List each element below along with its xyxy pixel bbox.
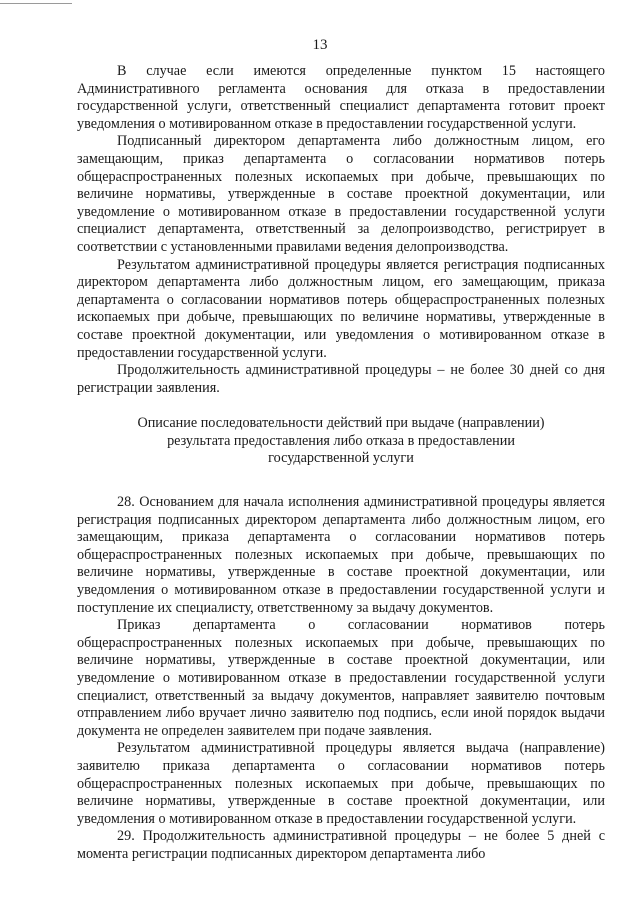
paragraph-item-29: 29. Продолжительность административной процедуры – не более 5 дней с момента регистрации подписанных директором департамента либо <box>77 828 605 862</box>
document-body <box>77 63 605 864</box>
paragraph-delivery: Приказ департамента о согласовании нормативов потерь общераспространенных полезных ископаемых при добыче, превышающих по величине нормативы, утвержденные в составе проектной документации, или уведомление о мотивированном отказе в предоставлении государственной услуги специалист, ответственный за выдачу документов, направляет заявителю почтовым отправлением либо вручает лично заявителю под подпись, если иной порядок выдачи документа не определен заявителем при подаче заявления. <box>77 617 605 739</box>
paragraph-procedure-result: Результатом административной процедуры является регистрация подписанных директором департамента либо должностным лицом, его замещающим, приказа департамента о согласовании нормативов потерь общераспространенных полезных ископаемых при добыче, превышающих по величине нормативы, утвержденные в составе проектной документации, или уведомления о мотивированном отказе в предоставлении государственной услуги. <box>77 256 605 361</box>
paragraph-registration: Подписанный директором департамента либо должностным лицом, его замещающим, приказ департамента о согласовании нормативов потерь общераспространенных полезных ископаемых при добыче, превышающих по величине нормативы, утвержденные в составе проектной документации, или уведомление о мотивированном отказе в предоставлении государственной услуги специалист департамента, ответственный за делопроизводство, регистрирует в соответствии с установленными правилами ведения делопроизводства. <box>77 133 605 255</box>
spacer <box>77 468 605 494</box>
paragraph-delivery-result: Результатом административной процедуры является выдача (направление) заявителю приказа департамента о согласовании нормативов потерь общераспространенных полезных ископаемых при добыче, превышающих по величине нормативы, утвержденные в составе проектной документации, или уведомления о мотивированном отказе в предоставлении государственной услуги. <box>77 740 605 827</box>
paragraph-refusal-grounds: В случае если имеются определенные пунктом 15 настоящего Административного регламента основания для отказа в предоставлении государственной услуги, ответственный специалист департамента готовит проект уведомления о мотивированном отказе в предоставлении государственной услуги. <box>77 63 605 132</box>
spacer <box>77 397 605 415</box>
paragraph-procedure-duration: Продолжительность административной процедуры – не более 30 дней со дня регистрации заявления. <box>77 362 605 396</box>
corner-line <box>0 0 72 4</box>
paragraph-item-28: 28. Основанием для начала исполнения административной процедуры является регистрация подписанных директором департамента либо должностным лицом, его замещающим, приказа департамента о согласовании нормативов потерь общераспространенных полезных ископаемых при добыче, превышающих по величине нормативы, утвержденные в составе проектной документации, или уведомления о мотивированном отказе в предоставлении государственной услуги и поступление их специалисту, ответственному за выдачу документов. <box>77 494 605 616</box>
page-number: 13 <box>312 37 328 53</box>
section-heading: Описание последовательности действий при выдаче (направлении) результата предоставления либо отказа в предоставлении государственной услуги <box>137 415 545 467</box>
